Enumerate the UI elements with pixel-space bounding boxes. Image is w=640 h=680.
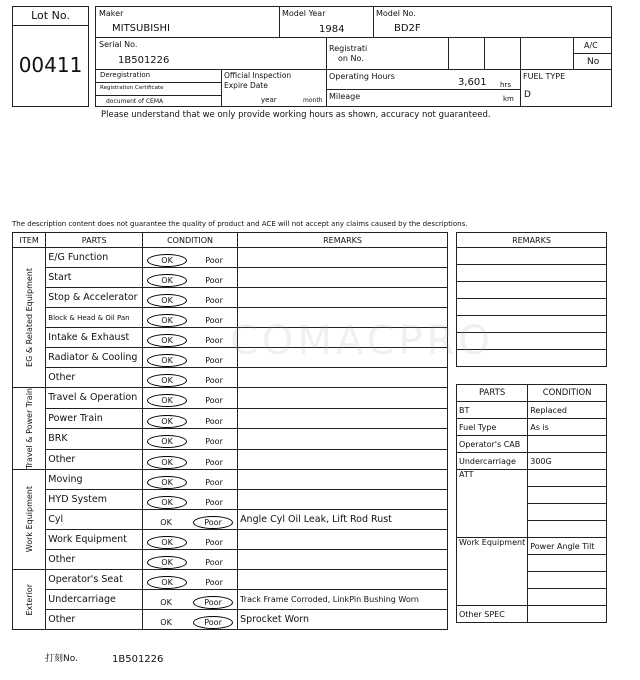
side-part: Fuel Type	[457, 419, 528, 436]
side-parts-table	[456, 384, 607, 623]
side-remarks-header: REMARKS	[457, 233, 607, 248]
inspection-row	[13, 470, 448, 490]
side-part: Work Equipment	[457, 538, 528, 606]
inspection-row	[13, 590, 448, 610]
poor-option: Poor	[205, 316, 223, 325]
ok-circled: OK	[147, 456, 187, 469]
inspection-body	[13, 248, 448, 630]
ok-circled: OK	[147, 274, 187, 287]
condition-cell	[143, 308, 238, 328]
condition-cell	[143, 348, 238, 368]
poor-option: Poor	[205, 457, 223, 467]
part-name: Radiator & Cooling	[46, 348, 143, 368]
side-remarks-line	[457, 282, 607, 299]
ac-label: A/C	[584, 41, 598, 50]
lot-label: Lot No.	[31, 9, 70, 22]
item-group-cell	[13, 570, 46, 630]
side-condition	[528, 589, 607, 606]
notice-text: Please understand that we only provide working hours as shown, accuracy not guaranteed.	[101, 110, 491, 120]
poor-option: Poor	[205, 558, 223, 568]
condition-cell	[143, 408, 238, 429]
side-condition	[528, 521, 607, 538]
part-name: Operator's Seat	[46, 570, 143, 590]
poor-option: Poor	[205, 498, 223, 508]
ok-circled: OK	[147, 314, 187, 327]
poor-circled: Poor	[193, 616, 233, 629]
part-name: Travel & Operation	[46, 388, 143, 409]
inspection-row	[13, 610, 448, 630]
part-name: Moving	[46, 470, 143, 490]
poor-option: Poor	[205, 336, 223, 345]
ac-value: No	[587, 57, 600, 67]
model-no-label: Model No.	[376, 9, 416, 18]
inspection-row	[13, 570, 448, 590]
registration-label-1: Registrati	[329, 44, 368, 53]
side-condition	[528, 436, 607, 453]
side-part: ATT	[457, 470, 528, 538]
side-condition: Power Angle Tilt	[528, 538, 607, 555]
remark-cell	[238, 388, 448, 409]
expire-date-label: Expire Date	[224, 81, 268, 90]
condition-cell	[143, 268, 238, 288]
fuel-type-label: FUEL TYPE	[523, 72, 566, 81]
remark-cell: Track Frame Corroded, LinkPin Bushing Worn	[238, 590, 448, 610]
ok-circled: OK	[147, 394, 187, 407]
side-condition	[528, 572, 607, 589]
condition-cell	[143, 570, 238, 590]
ok-circled: OK	[147, 576, 187, 589]
side-condition	[528, 470, 607, 487]
ok-circled: OK	[147, 536, 187, 549]
maker-label: Maker	[99, 9, 124, 18]
side-condition	[528, 487, 607, 504]
condition-cell	[143, 530, 238, 550]
remark-cell	[238, 408, 448, 429]
item-group-label: Work Equipment	[24, 486, 34, 553]
remark-cell	[238, 570, 448, 590]
poor-option: Poor	[205, 416, 223, 426]
ok-circled: OK	[147, 476, 187, 489]
ok-circled: OK	[147, 556, 187, 569]
remark-cell	[238, 470, 448, 490]
part-name: Start	[46, 268, 143, 288]
condition-cell	[143, 550, 238, 570]
condition-cell	[143, 328, 238, 348]
lot-number: 00411	[18, 53, 83, 77]
condition-cell	[143, 368, 238, 388]
side-condition: 300G	[528, 453, 607, 470]
item-group-cell	[13, 248, 46, 388]
ok-circled: OK	[147, 354, 187, 367]
part-name: Power Train	[46, 408, 143, 429]
poor-option: Poor	[205, 276, 223, 285]
deregistration-label: Deregistration	[100, 71, 151, 79]
inspection-row	[13, 248, 448, 268]
condition-cell	[143, 449, 238, 470]
inspection-row	[13, 449, 448, 470]
remark-cell: Sprocket Worn	[238, 610, 448, 630]
condition-cell	[143, 470, 238, 490]
ok-option: OK	[160, 618, 172, 628]
part-name: Intake & Exhaust	[46, 328, 143, 348]
part-name: Other	[46, 550, 143, 570]
remark-cell	[238, 248, 448, 268]
part-name: Other	[46, 610, 143, 630]
condition-cell	[143, 490, 238, 510]
fuel-type-value: D	[524, 90, 531, 100]
stamp-value: 1B501226	[112, 654, 164, 665]
inspection-row	[13, 550, 448, 570]
part-name: Undercarriage	[46, 590, 143, 610]
lot-box	[12, 6, 89, 107]
inspection-row	[13, 368, 448, 388]
item-group-label: Travel & Power Train	[24, 388, 34, 470]
condition-cell	[143, 288, 238, 308]
inspection-row	[13, 429, 448, 450]
side-remarks-line	[457, 248, 607, 265]
km-label: km	[503, 95, 514, 103]
header-grid	[95, 6, 612, 107]
side-part: Undercarriage	[457, 453, 528, 470]
mileage-label: Mileage	[329, 92, 361, 101]
side-condition	[528, 555, 607, 572]
poor-option: Poor	[205, 478, 223, 488]
remark-cell: Angle Cyl Oil Leak, Lift Rod Rust	[238, 510, 448, 530]
side-condition	[528, 606, 607, 623]
cema-doc-label: document of CEMA	[106, 98, 164, 105]
item-group-cell	[13, 388, 46, 470]
ok-circled: OK	[147, 294, 187, 307]
condition-cell	[143, 429, 238, 450]
part-name: Cyl	[46, 510, 143, 530]
remark-cell	[238, 268, 448, 288]
inspection-row	[13, 510, 448, 530]
poor-option: Poor	[205, 396, 223, 406]
poor-option: Poor	[205, 256, 223, 265]
inspection-row	[13, 268, 448, 288]
serial-value: 1B501226	[118, 55, 170, 66]
operating-hours-label: Operating Hours	[329, 72, 395, 81]
inspection-row	[13, 530, 448, 550]
poor-option: Poor	[205, 538, 223, 548]
part-name: E/G Function	[46, 248, 143, 268]
poor-option: Poor	[205, 356, 223, 365]
ok-option: OK	[160, 518, 172, 528]
part-name: HYD System	[46, 490, 143, 510]
side-part: Other SPEC	[457, 606, 528, 623]
remark-cell	[238, 550, 448, 570]
col-remarks: REMARKS	[238, 233, 448, 248]
part-name: Other	[46, 449, 143, 470]
side-condition: Replaced	[528, 402, 607, 419]
hrs-label: hrs	[500, 81, 511, 89]
remark-cell	[238, 368, 448, 388]
official-inspection-label: Official Inspection	[224, 71, 292, 80]
operating-hours-value: 3,601	[458, 77, 487, 88]
item-group-label: EG & Related Equipment	[24, 268, 34, 367]
poor-option: Poor	[205, 376, 223, 385]
model-no-value: BD2F	[394, 23, 421, 34]
disclaimer-text: The description content does not guarantee the quality of product and ACE will not accept any claims caused by the descriptions.	[12, 220, 468, 228]
condition-cell	[143, 610, 238, 630]
watermark-text: COMACPRO	[230, 318, 494, 364]
inspection-row	[13, 408, 448, 429]
poor-option: Poor	[205, 296, 223, 305]
side-condition	[528, 504, 607, 521]
ok-circled: OK	[147, 254, 187, 267]
ok-circled: OK	[147, 374, 187, 387]
ok-circled: OK	[147, 415, 187, 428]
remark-cell	[238, 490, 448, 510]
inspection-row	[13, 490, 448, 510]
remark-cell	[238, 288, 448, 308]
maker-value: MITSUBISHI	[112, 23, 170, 34]
part-name: BRK	[46, 429, 143, 450]
inspection-row	[13, 388, 448, 409]
side-part: BT	[457, 402, 528, 419]
condition-cell	[143, 248, 238, 268]
registration-label-2: on No.	[338, 54, 364, 63]
col-condition: CONDITION	[143, 233, 238, 248]
remark-cell	[238, 530, 448, 550]
side-col-condition: CONDITION	[528, 385, 607, 402]
col-parts: PARTS	[46, 233, 143, 248]
side-condition: As is	[528, 419, 607, 436]
condition-cell	[143, 590, 238, 610]
ok-option: OK	[160, 598, 172, 608]
poor-option: Poor	[205, 437, 223, 447]
item-group-label: Exterior	[24, 583, 34, 616]
part-name: Other	[46, 368, 143, 388]
side-col-parts: PARTS	[457, 385, 528, 402]
year-label: year	[261, 96, 277, 104]
registration-certificate-label: Registration Certificate	[100, 85, 164, 91]
inspection-row	[13, 288, 448, 308]
model-year-value: 1984	[319, 24, 345, 35]
ok-circled: OK	[147, 334, 187, 347]
part-name: Block & Head & Oil Pan	[46, 308, 143, 328]
ok-circled: OK	[147, 496, 187, 509]
col-item: ITEM	[13, 233, 46, 248]
side-remarks-line	[457, 265, 607, 282]
poor-circled: Poor	[193, 596, 233, 609]
side-part: Operator's CAB	[457, 436, 528, 453]
condition-cell	[143, 388, 238, 409]
item-group-cell	[13, 470, 46, 570]
stamp-label: 打刻No.	[45, 654, 78, 664]
poor-circled: Poor	[193, 516, 233, 529]
poor-option: Poor	[205, 578, 223, 588]
month-label: month	[303, 97, 323, 104]
remark-cell	[238, 429, 448, 450]
part-name: Stop & Accelerator	[46, 288, 143, 308]
condition-cell	[143, 510, 238, 530]
serial-label: Serial No.	[99, 40, 138, 49]
remark-cell	[238, 449, 448, 470]
inspection-table	[12, 232, 448, 630]
ok-circled: OK	[147, 435, 187, 448]
side-remarks-line	[457, 299, 607, 316]
part-name: Work Equipment	[46, 530, 143, 550]
model-year-label: Model Year	[282, 9, 326, 18]
